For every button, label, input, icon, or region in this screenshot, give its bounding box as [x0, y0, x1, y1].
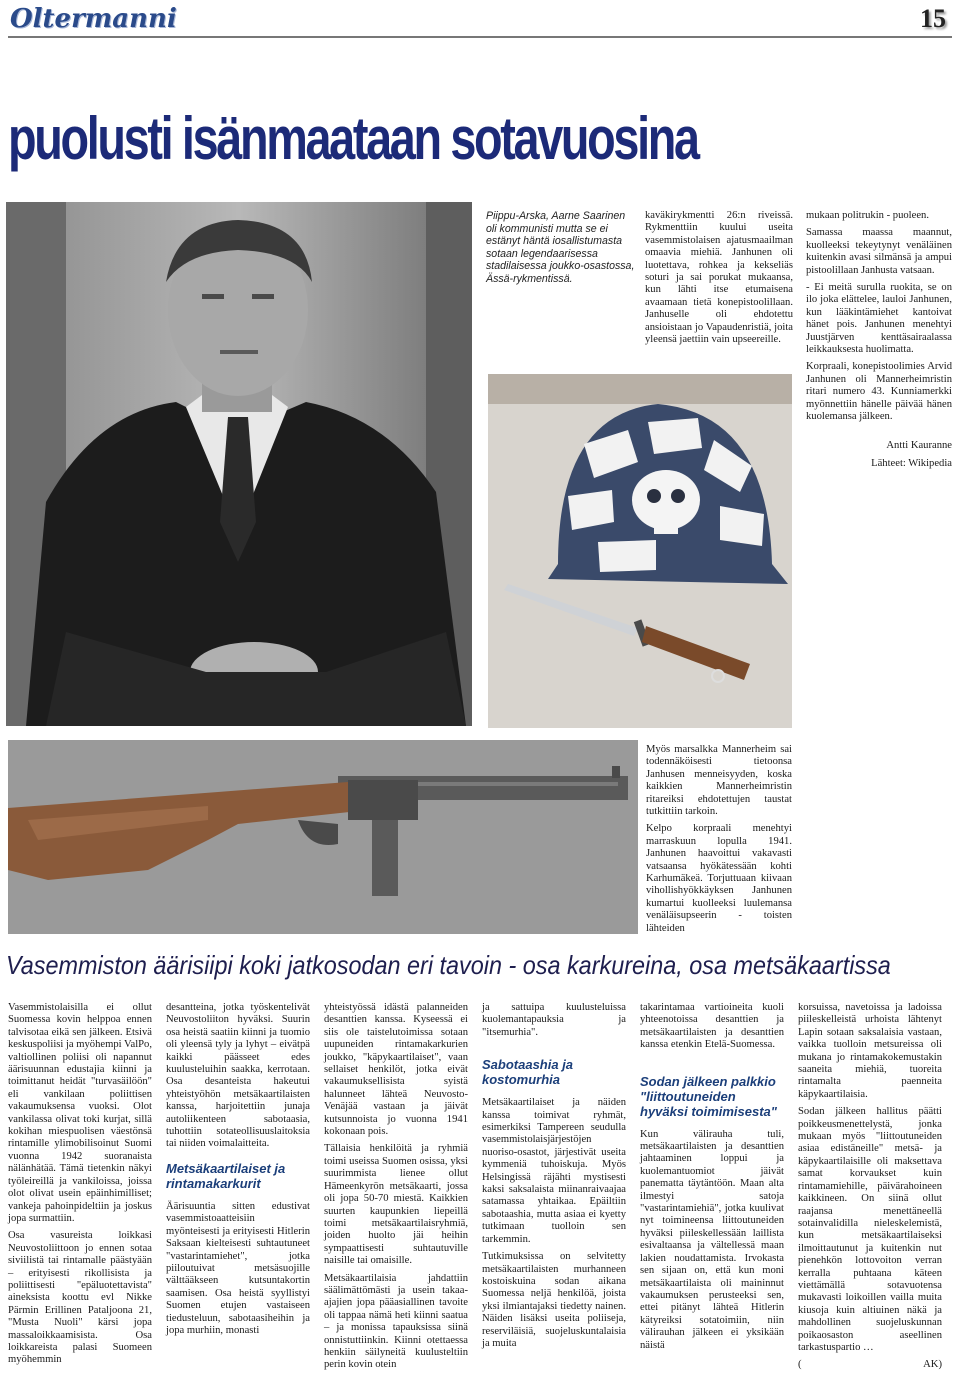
- paragraph: Sodan jälkeen hallitus päätti poikkeusmenettelystä, jonka mukaan myös "liittoutuneiden asiaa edistäneille" metsä- ja käpykaartilaisille oli maksettava samat korvaukset kuin rintamamiehille, päivärahoineen kaikkineen. On siinä ollut raajansa menettäneellä sotainvalidilla nieleskelemistä, kun metsäkaartilaiseksi ilmoittautunut ja kuitenkin nut pienehkön lottovoiton verran kerralla puhtaana käteen viettämällä sotavuotensa mukavasti loikoillen vailla muita kiusoja kuin altiuinen näkä ja mahdollinen suojeluskunnan poikaosaston aseellinen tarkastuspartio …: [798, 1106, 942, 1353]
- bottom-column-3: [324, 1002, 468, 1377]
- section-heading: Sabotaashia ja kostomurhia: [482, 1057, 574, 1088]
- paragraph: desantteina, jotka työskentelivät Neuvostoliiton hyväksi. Suurin osa heistä saatiin kiinni ja tuomio oli yleensä tyly ja lyhyt – eivätpä kaikki päässeet edes kuulusteluihin saakka, kerrotaan. Osa desanteista hakeutui yhteistyöhön metsäkaartilaisten kanssa, harjoitettiin junaja autoliikenteen sabotaasia, tuhottiin sotateollisuuslaitoksia tai niiden voimalaitteita.: [166, 1002, 310, 1150]
- paragraph: takarintamaa vartioineita kuoli yhteenotoissa desanttien ja metsäkaartilaisten ja desanttien kanssa etenkin Etelä-Suomessa.: [640, 1002, 784, 1051]
- newspaper-logo: Oltermanni: [10, 4, 177, 34]
- paragraph: Tutkimuksissa on selvitetty metsäkaartilaisten murhanneen kostoiskuina sodan aikana Suomessa neljä henkilöä, joista yksi ilmiantajaksi tiedetty nainen. Näiden lisäksi useita poliiseja, reserviläisiä, suojeluskuntalaisia ja muita: [482, 1251, 626, 1349]
- paragraph: Äärisuuntia sitten edustivat vasemmistoaatteisiin myönteisesti ja erityisesti Hitlerin Saksaan kielteisesti suhtautuneet "vastarintamiehet", jotka piiloutuivat metsäsuojille välttääkseen kutsuntakortin saamisen. Osa heistä syyllistyi Suomen etujen vastaiseen tiedusteluun, sabotaasiheihin ja jopa murhiin, monasti: [166, 1200, 310, 1336]
- bottom-column-1: [8, 1002, 152, 1372]
- paragraph: mukaan politrukin - puoleen.: [806, 210, 929, 221]
- bottom-column-6: [798, 1002, 942, 1377]
- signature: [798, 1359, 942, 1371]
- paragraph: Samassa maassa maannut, kuolleeksi tekeytynyt venäläinen kuitenkin avasi silmänsä ja ampui pistoolillaan Janhusta vatsaan.: [806, 227, 952, 276]
- paragraph: korsuissa, navetoissa ja ladoissa piileskelleistä urhoista lähtenyt Lapin sotaan saksalaisia vastaan, vaikka tuolloin metsureissa oli mukana jo rintamakokemustakin saaneita miehiä, tuoreita rintamalta paenneita käpykaartilaisia.: [798, 1002, 942, 1100]
- portrait-caption: Piippu-Arska, Aarne Saarinen oli kommunisti mutta se ei estänyt häntä iosallistumasta sotaan legendaarisessa stadilaisessa joukko-osastossa, Ässä-rykmentissä.: [486, 210, 635, 285]
- paragraph: kaväkirykmentti 26:n riveissä. Rykmenttiin kuului useita vasemmistolaisen ajatusmaailman omaavia miehiä. Janhunen oli luotettava, rohkea ja kekseliäs soturi ja sai porukat mukaansa, kun lähti itse etumaisena avaamaan tietä konepistoolillaan. Janhuselle oli ehdotettu ansioistaan jo Vapaudenristiä, joita yleensä jaettiin vain upseereille.: [645, 210, 793, 346]
- paragraph: Kun välirauha tuli, metsäkaartilaisten ja desanttien jahtaaminen loppui ja kuolemantuomiot jäivät panematta täytäntöön. Maan alta ilmestyi satoja "vastarintamiehiä", jotka kuulivat nyt toimineensa liittoutuneiden hyväksi piileskellessään laillista esivaltaansa ja vältellessä maan lakien noudattamista. Irvokasta sen sijaan on, että kun moni metsäkaartilaista oli maininnut vakaumuksen perusteeksi sen, ettei pitänyt lähteä Hitlerin kätyreiksi sotatoimiin, niin välirauhan jälkeen ei yksikään näistä: [640, 1128, 784, 1351]
- paragraph: Korpraali, konepistoolimies Arvid Janhunen oli Mannerheimristin ritari numero 43. Kunniamerkki myönnettiin hänelle päivää hänen kuolemansa jälkeen.: [806, 361, 952, 423]
- paragraph: - Ei meitä surulla ruokita, se on ilo joka elättelee, lauloi Janhunen, kun lääkintämiehet kantoivat hänet pois. Janhunen menehtyi Juustjärven kenttäsairaalassa leikkauksesta huolimatta.: [806, 282, 952, 356]
- section-heading: Sodan jälkeen palkkio "liittoutuneiden hyväksi toimimisesta": [640, 1073, 777, 1119]
- gun-side-column: [646, 744, 792, 940]
- paragraph: Metsäkaartilaisia jahdattiin säälimättömästi ja usein takaa-ajajien jopa pääasiallinen tavoite oli tappaa nämä heti kiinni saatua – ja monissa tapauksissa siinä onnistuttiinkin. Kiinni otettaessa henkiin säilyneitä kuulusteltiin perin kovin otein: [324, 1272, 468, 1371]
- submachine-gun-photo: [8, 740, 638, 934]
- paragraph: ja sattuipa kuulusteluissa kuolemantapauksia ja "itsemurhia".: [482, 1002, 626, 1038]
- portrait-photo: [6, 202, 472, 726]
- signature-open: (: [798, 1359, 802, 1371]
- page-headline: puolusti isänmaataan sotavuosina: [8, 105, 698, 172]
- bottom-column-2: [166, 1002, 310, 1342]
- upper-middle-column: [645, 210, 793, 351]
- paragraph: yhteistyössä idästä palanneiden desanttien kanssa. Kyseessä ei siis ole taistelutoimissa sotaan uupuneiden rintamakarkurien joukko, "käpykaartilaiset", vaan sellaiset henkilöt, jotka eivät vakaumuksellisista syistä halunneet lähteä Neuvosto-Venäjää vastaan ja jäivät kutsunnoista jo vuonna 1941 kokonaan pois.: [324, 1002, 468, 1138]
- paragraph: Tällaisia henkilöitä ja ryhmiä toimi useissa Suomen osissa, yksi suurimmista lienee ollut Hämeenkyrön metsäkaarti, jossa oli jopa 50-70 miestä. Kaikkien suurten kaupunkien liepeillä toimi metsäkaartilaisryhmiä, joiden huolto jäi heihin sympaattisesti suhtautuville naisille tai omaisille.: [324, 1143, 468, 1267]
- helmet-bayonet-photo: [488, 374, 792, 728]
- author-byline: Antti Kauranne: [886, 439, 952, 451]
- masthead: [0, 0, 960, 44]
- upper-right-column: [806, 210, 952, 475]
- paragraph: Vasemmistolaisilla ei ollut Suomessa kovin helppoa ennen talvisotaa eikä sen jälkeen. Etsivä keskuspoliisi ja myöhempi ValPo, valtiollinen poliisi oli napannut äärisuunnan edustajia kiinni ja toimittanut heidät "turvasäilöön" eli vankilaan poliittisen vakaumuksensa vuoksi. Olot vankilassa olivat toki kurjat, sillä kokihan miespuolisen väestönsä rintamille ylimobilisoinut Suomi vuonna 1942 suoranaista nälänhätää. Tämä tietenkin näkyi työleireillä ja vankiloissa, joissa olot olivat usein epäinhimilliset; vankeja pahoinpideltiin ja joskus jopa surmattiin.: [8, 1002, 152, 1224]
- paragraph: Myös marsalkka Mannerheim sai todennäköisesti tietoonsa Janhusen menneisyyden, koska kaikkien Mannerheimristin ritareiksi ehdotettujen taustat tutkittiin tarkoin.: [646, 744, 792, 818]
- sub-headline: Vasemmiston äärisiipi koki jatkosodan eri tavoin - osa karkureina, osa metsäkaartissa: [6, 950, 891, 980]
- bottom-column-5: [640, 1002, 784, 1357]
- masthead-rule: [8, 36, 952, 38]
- bottom-column-4: [482, 1002, 626, 1355]
- page-number: 15: [920, 4, 946, 33]
- section-heading: Metsäkaartilaiset ja rintamakarkurit: [166, 1160, 286, 1191]
- signature-close: AK): [923, 1359, 942, 1371]
- paragraph: Kelpo korpraali menehtyi marraskuun lopulla 1941. Janhunen haavoittui vakavasti vatsaansa hyökätessään kohti Karhumäkeä. Torjuttuaan kiivaan vihollishyökkäyksen Janhunen kumartui kuolleeksi luulemansa venäläisupseerin - toisten lähteiden: [646, 823, 792, 934]
- paragraph: Metsäkaartilaiset ja näiden kanssa toimivat ryhmät, esimerkiksi Tampereen seudulla vasemmistolaisjärjestöjen nuoriso-osastot, järjestivät useita kymmeniä tuhoiskuja. Myös Helsingissä räjähti mystisesti kaksi saksalaista miinanraivaajaa satamassa yhtaikaa. Epäiltiin sabotaashia, mutta asiaa ei kyetty tutkimaan tuolloin sen tarkemmin.: [482, 1097, 626, 1245]
- paragraph: Osa vasureista loikkasi Neuvostoliittoon jo ennen sotaa siviilistä tai rintamalle päästyään – erityisesti rikollisista ja poliittisesti "epäluotettavista" aineksista koottu evl Nikke Pärmin Erillinen Pataljoona 21, "Musta Nuoli" kärsi jopa massaloikkaamisista. Osa loikkareista palasi Suomeen myöhemmin: [8, 1230, 152, 1366]
- sources-line: Lähteet: Wikipedia: [871, 457, 952, 469]
